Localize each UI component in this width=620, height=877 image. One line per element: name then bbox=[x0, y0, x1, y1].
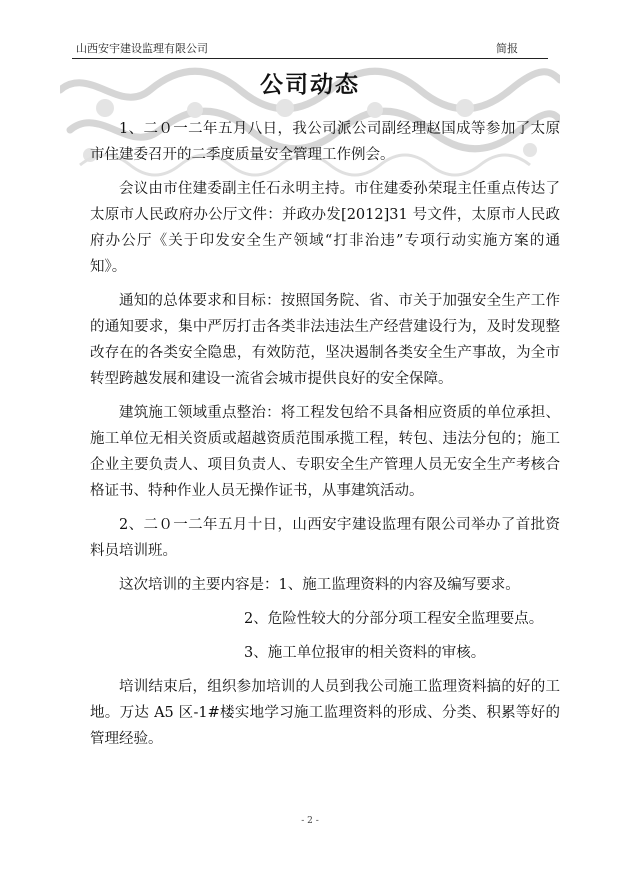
paragraph-closing: 培训结束后，组织参加培训的人员到我公司施工监理资料搞的好的工地。万达 A5 区-1#楼实地学习施工监理资料的形成、分类、积累等好的管理经验。 bbox=[90, 679, 560, 747]
training-sub-item-3: 3、施工单位报审的相关资料的审核。 bbox=[244, 645, 486, 661]
page-title: 公司动态 bbox=[260, 72, 360, 98]
paragraph-notice-goals: 通知的总体要求和目标：按照国务院、省、市关于加强安全生产工作的通知要求，集中严厉打击各类非法违法生产经营建设行为，及时发现整改存在的各类安全隐患，有效防范，坚决遏制各类安全生产事故，为全市转型跨越发展和建设一流省会城市提供良好的安全保障。 bbox=[90, 293, 560, 387]
paragraph-meeting-host: 会议由市住建委副主任石永明主持。市住建委孙荣琨主任重点传达了太原市人民政府办公厅文件：并政办发[2012]31 号文件，太原市人民政府办公厅《关于印发安全生产领域“打非治违”专项行动实施方案的通知》。 bbox=[90, 181, 560, 275]
header-company-name: 山西安宇建设监理有限公司 bbox=[76, 42, 208, 55]
training-sub-item-2: 2、危险性较大的分部分项工程安全监理要点。 bbox=[244, 611, 544, 627]
paragraph-item-2: 2、二０一二年五月十日，山西安宇建设监理有限公司举办了首批资料员培训班。 bbox=[90, 517, 560, 559]
page-header bbox=[72, 40, 548, 59]
paragraph-training-content: 这次培训的主要内容是：1、施工监理资料的内容及编写要求。 bbox=[119, 577, 520, 593]
paragraph-item-1: 1、二０一二年五月八日，我公司派公司副经理赵国成等参加了太原市住建委召开的二季度质量安全管理工作例会。 bbox=[90, 121, 560, 163]
document-body bbox=[90, 116, 560, 760]
header-doc-type: 简报 bbox=[496, 42, 518, 55]
page-number: - 2 - bbox=[301, 816, 319, 826]
paragraph-construction-rectification: 建筑施工领域重点整治：将工程发包给不具备相应资质的单位承担、施工单位无相关资质或超越资质范围承揽工程，转包、违法分包的；施工企业主要负责人、项目负责人、专职安全生产管理人员无安全生产考核合格证书、特种作业人员无操作证书，从事建筑活动。 bbox=[90, 405, 560, 499]
